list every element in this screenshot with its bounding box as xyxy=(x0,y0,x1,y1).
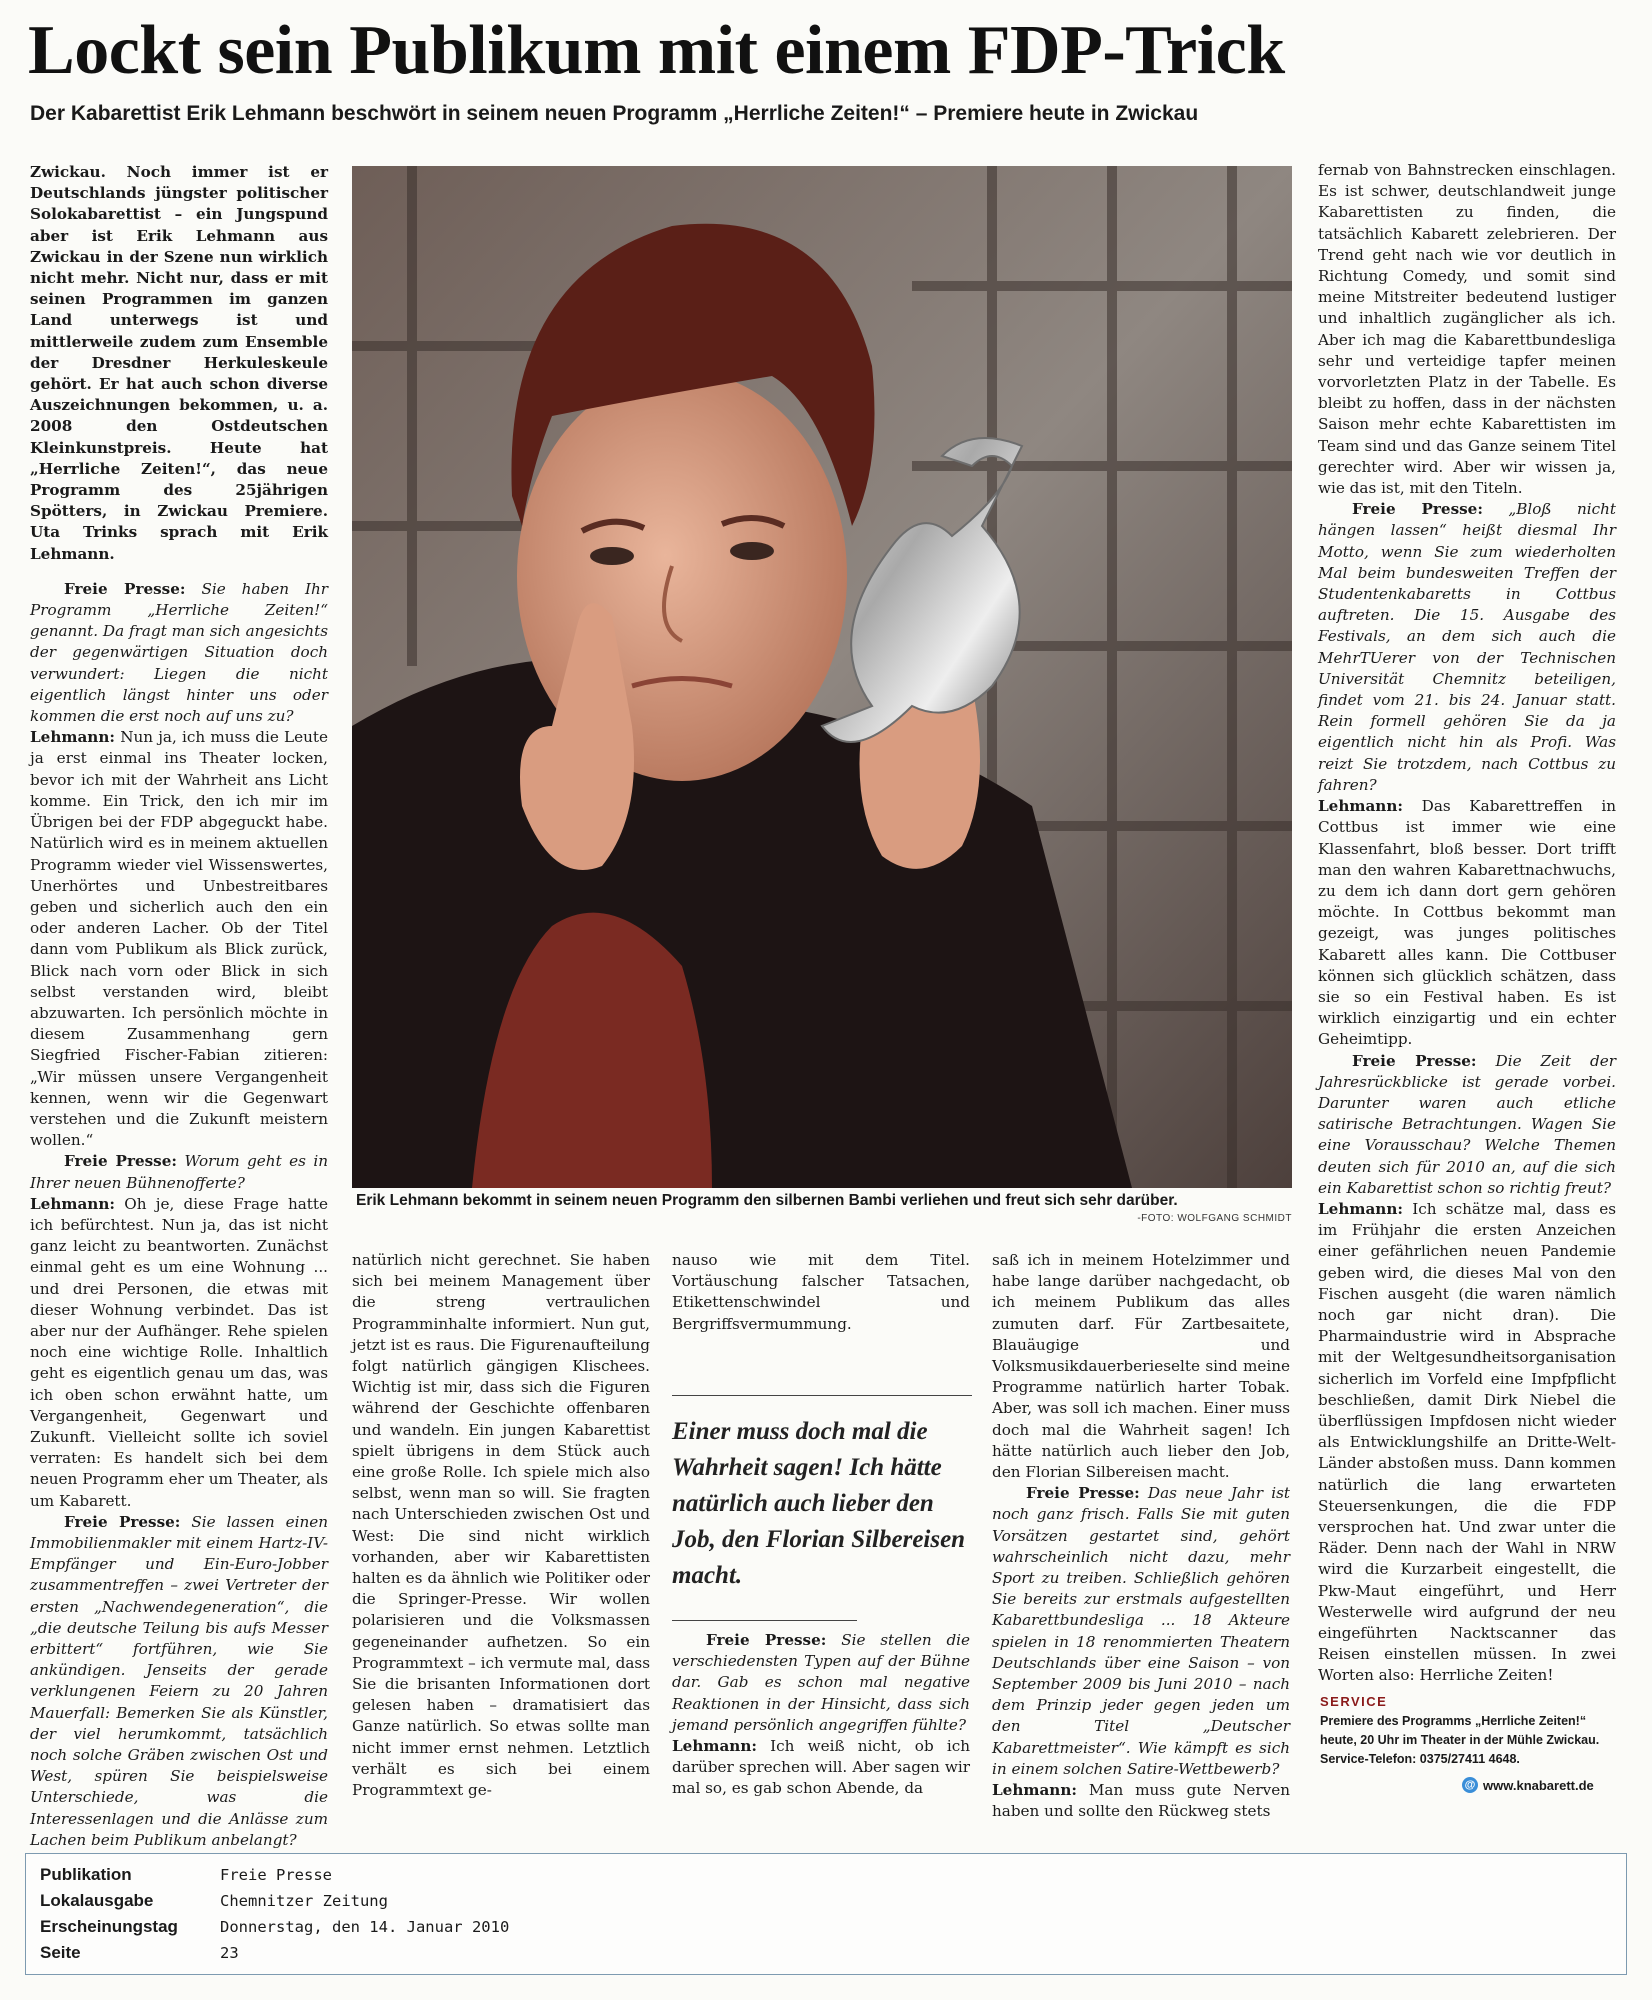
answer-speaker: Lehmann: xyxy=(30,1194,115,1213)
column-5-text: fernab von Bahnstrecken einschlagen. Es ist schwer, deutschlandweit junge Kabarettisten zu finden, die tatsächlich Kabarett zelebrieren. Der Trend geht nach wie vor deutlich in Richtung Comedy, und somit sind meine Mitstreiter bedeutend lustiger und inhaltlich zugänglicher als ich. Aber ich mag die Kabarettbundesliga sehr und verteidige tapfer meinen vorvorletzten Platz in der Tabelle. Es bleibt zu hoffen, dass in der nächsten Saison mehr echte Kabarettisten im Team sind und das Ganze seinem Titel gerechter wird. Aber wir wissen ja, wie das ist, mit den Titeln. xyxy=(1318,161,1616,498)
question-3 xyxy=(30,1512,328,1851)
at-icon: @ xyxy=(1462,1777,1478,1793)
meta-label: Seite xyxy=(40,1943,81,1962)
answer-speaker: Lehmann: xyxy=(1318,1199,1403,1218)
column-5 xyxy=(1318,160,1616,1685)
meta-label: Publikation xyxy=(40,1865,132,1884)
publication-metadata-box xyxy=(25,1853,1627,1975)
answer-text: Das Kabarettreffen in Cottbus ist immer wie eine Klassenfahrt, bloß besser. Dort trifft man den wahren Kabarettnachwuchs, zu dem ich dann dort gern gehören möchte. In Cottbus bekommt man gezeigt, was junges politisches Kabarett alles kann. Die Cottbuser können sich glücklich schätzen, dass sie so ein Festival haben. Es ist wirklich einzigartig und ein echter Geheimtipp. xyxy=(1318,797,1617,1049)
column-3-lower xyxy=(672,1630,970,1802)
photo-credit: -FOTO: WOLFGANG SCHMIDT xyxy=(1137,1213,1292,1224)
answer-7 xyxy=(1318,1199,1616,1687)
question-5 xyxy=(992,1483,1290,1780)
photo-caption: Erik Lehmann bekommt in seinem neuen Programm den silbernen Bambi verliehen und freut sich sehr darüber. xyxy=(356,1192,1178,1209)
column-3-text: nauso wie mit dem Titel. Vortäuschung falscher Tatsachen, Etikettenschwindel und Bergriffsvermummung. xyxy=(672,1251,970,1333)
subhead: Der Kabarettist Erik Lehmann beschwört in seinem neuen Programm „Herrliche Zeiten!“ – Premiere heute in Zwickau xyxy=(30,102,1199,125)
service-title: SERVICE xyxy=(1320,1694,1388,1709)
pull-quote-rule xyxy=(672,1620,857,1621)
question-text: Das neue Jahr ist noch ganz frisch. Falls Sie mit guten Vorsätzen gestartet sind, gehört wahrscheinlich nicht dazu, mehr Sport zu treiben. Schließlich gehören Sie bereits zur erstmals aufgestellten Kabarettbundesliga ... 18 Akteure spielen in 18 renommierten Theatern Deutschlands über eine Saison – von September 2009 bis Juni 2010 – nach dem Prinzip jeder gegen jeden um den Titel „Deutscher Kabarettmeister“. Wie kämpft es sich in einem solchen Satire-Wettbewerb? xyxy=(992,1484,1290,1778)
question-2 xyxy=(30,1151,328,1193)
meta-value: Donnerstag, den 14. Januar 2010 xyxy=(220,1918,510,1936)
answer-text: Nun ja, ich muss die Leute ja erst einmal ins Theater locken, bevor ich mit der Wahrheit ans Licht komme. Ein Trick, den ich mir im Übrigen bei der FDP abgeguckt habe. Natürlich wird es in meinem aktuellen Programm wieder viel Wissenswertes, Unerhörtes und Unbestreitbares geben und sicherlich auch den ein oder anderen Lacher. Ob der Titel dann vom Publikum als Blick zurück, Blick nach vorn oder Blick in sich selbst verstanden wird, bleibt abzuwarten. Ich persönlich möchte in diesem Zusammenhang gern Siegfried Fischer-Fabian zitieren: „Wir müssen unsere Vergangenheit kennen, wenn wir die Gegenwart verstehen und die Zukunft meistern wollen.“ xyxy=(30,728,328,1150)
portrait-illustration xyxy=(352,166,1292,1188)
question-speaker: Freie Presse: xyxy=(64,1512,181,1531)
answer-speaker: Lehmann: xyxy=(1318,797,1403,816)
question-speaker: Freie Presse: xyxy=(64,579,186,598)
column-1 xyxy=(30,162,329,1849)
portrait-photo xyxy=(352,166,1292,1188)
meta-value: Freie Presse xyxy=(220,1866,332,1884)
column-2-text: natürlich nicht gerechnet. Sie haben sich bei meinem Management über die streng vertraulichen Programminhalte informiert. Nun gut, jetzt ist es raus. Die Figurenaufteilung folgt natürlich gängigen Klischees. Wichtig ist mir, dass sich die Figuren während der Geschichte offenbaren und wandeln. Ein jungen Kabarettist spielt übrigens in dem Stück auch eine große Rolle. Ich spiele mich also selbst, wenn man so will. Sie fragten nach Unterschieden zwischen Ost und West: Die sind nicht wirklich vorhanden, aber wir Kabarettisten halten es da ähnlich wie Politiker oder die Springer-Presse. Wir wollen polarisieren und die Volksmassen gegeneinander aufhetzen. So ein Programmtext – ich vermute mal, dass Sie die brisanten Informationen dort gelesen haben – dramatisiert das Ganze natürlich. So etwas sollte man nicht immer ernst nehmen. Letztlich verhält es sich bei einem Programmtext ge- xyxy=(352,1251,650,1800)
meta-row-page xyxy=(40,1940,239,1966)
answer-text: Ich schätze mal, dass es im Frühjahr die ersten Anzeichen einer gefährlichen neuen Pandemie geben wird, die dieses Mal von den Fischen ausgeht (die waren nämlich noch gar nicht dran). Die Pharmaindustrie wird in Absprache mit der Weltgesundheitsorganisation sicherlich im Vorfeld eine Impfpflicht beschließen, damit Dirk Niebel die überflüssigen Impfdosen nicht wieder als Entwicklungshilfe an Dritte-Welt-Länder abstoßen muss. Dann kommen natürlich die lang erwarteten Steuersenkungen, die die FDP versprochen hat. Und zwar unter die Räder. Denn nach der Wahl in NRW wird die Kurzarbeit eingestellt, die Pkw-Maut eingeführt, und Herr Westerwelle wird aufgrund der neu eingeführten Nacktscanner das Reisen einstellen müssen. In zwei Worten also: Herrliche Zeiten! xyxy=(1318,1199,1617,1685)
answer-text: Ich weiß nicht, ob ich darüber sprechen will. Aber sagen wir mal so, es gab schon Abende, da xyxy=(672,1737,970,1798)
question-7 xyxy=(1318,1051,1616,1199)
answer-speaker: Lehmann: xyxy=(672,1737,757,1756)
answer-speaker: Lehmann: xyxy=(992,1781,1077,1800)
meta-label: Lokalausgabe xyxy=(40,1891,154,1910)
pull-quote: Einer muss doch mal die Wahrheit sagen! Ich hätte natürlich auch lieber den Job, den Florian Silbereisen macht. xyxy=(672,1395,972,1594)
question-text: Worum geht es in Ihrer neuen Bühnenofferte? xyxy=(30,1152,329,1192)
meta-row-date xyxy=(40,1914,509,1940)
meta-value: Chemnitzer Zeitung xyxy=(220,1892,388,1910)
column-2 xyxy=(352,1250,650,1802)
column-4-text: saß ich in meinem Hotelzimmer und habe lange darüber nachgedacht, ob ich meinem Publikum das alles zumuten darf. Für Zartbesaitete, Blauäugige und Volksmusikdauerberieselte sind meine Programme natürlich harter Tobak. Aber, was soll ich machen. Einer muss doch mal die Wahrheit sagen! Ich hätte natürlich auch lieber den Job, den Florian Silbereisen macht. xyxy=(992,1251,1290,1482)
answer-5 xyxy=(992,1780,1290,1822)
service-web[interactable] xyxy=(1462,1777,1594,1793)
answer-text: Oh je, diese Frage hatte ich befürchtest. Nun ja, das ist nicht ganz leicht zu beantworten. Zunächst einmal geht es um eine Wohnung ... und drei Personen, die etwas mit dieser Wohnung verbindet. Das ist aber nur der Aufhänger. Rehe spielen noch eine wichtige Rolle. Inhaltlich geht es eigentlich genau um das, was ich oben schon erwähnt hatte, um Vergangenheit, Gegenwart und Zukunft. Vielleicht sollte ich soviel verraten: Es handelt sich bei dem neuen Programm eher um Theater, als um Kabarett. xyxy=(30,1194,329,1510)
headline: Lockt sein Publikum mit einem FDP-Trick xyxy=(28,12,1285,89)
question-speaker: Freie Presse: xyxy=(1352,500,1483,519)
question-1 xyxy=(30,579,328,727)
answer-4 xyxy=(672,1736,970,1800)
question-text: Sie lassen einen Immobilienmakler mit einem Hartz-IV-Empfänger und Ein-Euro-Jobber zusammentreffen – zwei Vertreter der ersten „Nachwendegeneration“, die „die deutsche Teilung bis aufs Messer erbittert“ fortführen, wie Sie ankündigen. Jenseits der gerade verklungenen Feiern zu 20 Jahren Mauerfall: Bemerken Sie als Künstler, der viel herumkommt, tatsächlich noch solche Gräben zwischen Ost und West, spüren Sie beispielsweise Unterschiede, was die Interessenlagen und die Anlässe zum Lachen beim Publikum anbelangt? xyxy=(30,1512,328,1849)
answer-speaker: Lehmann: xyxy=(30,728,115,747)
service-text: Premiere des Programms „Herrliche Zeiten!“ heute, 20 Uhr im Theater in der Mühle Zwickau. Service-Telefon: 0375/27411 4648. xyxy=(1320,1714,1600,1766)
service-web-link[interactable]: www.knabarett.de xyxy=(1483,1777,1594,1793)
question-text: Sie haben Ihr Programm „Herrliche Zeiten!“ genannt. Da fragt man sich angesichts der gegenwärtigen Situation doch verwundert: Liegen die nicht eigentlich längst hinter uns oder kommen die erst noch auf uns zu? xyxy=(30,579,329,726)
question-speaker: Freie Presse: xyxy=(1026,1484,1140,1503)
meta-label: Erscheinungstag xyxy=(40,1917,178,1936)
meta-row-publication xyxy=(40,1862,332,1888)
column-4 xyxy=(992,1250,1291,1821)
question-text: Die Zeit der Jahresrückblicke ist gerade vorbei. Darunter waren auch etliche satirische Betrachtungen. Wagen Sie eine Vorausschau? Welche Themen deuten sich für 2010 an, auf die sich ein Kabarettist schon so richtig freut? xyxy=(1318,1051,1617,1197)
answer-2 xyxy=(30,1194,328,1512)
question-speaker: Freie Presse: xyxy=(1352,1051,1477,1070)
question-text: Sie stellen die verschiedensten Typen auf der Bühne dar. Gab es schon mal negative Reaktionen in der Hinsicht, dass sich jemand persönlich angegriffen fühlte? xyxy=(672,1631,971,1734)
answer-1 xyxy=(30,727,328,1151)
question-4 xyxy=(672,1630,970,1736)
question-text: „Bloß nicht hängen lassen“ heißt diesmal Ihr Motto, wenn Sie zum wiederholten Mal beim bundesweiten Treffen der Studentenkabaretts in Cottbus auftreten. Die 15. Ausgabe des Festivals, an dem sich auch die MehrTUerer von der Technischen Universität Chemnitz beteiligen, findet vom 21. bis 24. Januar statt. Rein formell gehören Sie da ja eigentlich nicht hin als Profi. Was reizt Sie trotzdem, nach Cottbus zu fahren? xyxy=(1318,500,1616,794)
answer-text: Man muss gute Nerven haben und sollte den Rückweg stets xyxy=(992,1781,1291,1821)
meta-value: 23 xyxy=(220,1944,239,1962)
question-speaker: Freie Presse: xyxy=(64,1152,177,1171)
article-lead: Zwickau. Noch immer ist er Deutschlands jüngster politischer Solokabarettist – ein Jungspund aber ist Erik Lehmann aus Zwickau in der Szene nun wirklich nicht mehr. Nicht nur, dass er mit seinen Programmen im ganzen Land unterwegs ist und mittlerweile zudem zum Ensemble der Dresdner Herkuleskeule gehört. Er hat auch schon diverse Auszeichnungen bekommen, u. a. 2008 den Ostdeutschen Kleinkunstpreis. Heute hat „Herrliche Zeiten!“, das neue Programm des 25jährigen Spötters, in Zwickau Premiere. Uta Trinks sprach mit Erik Lehmann. xyxy=(30,163,328,563)
column-3 xyxy=(672,1250,970,1378)
question-speaker: Freie Presse: xyxy=(706,1631,827,1649)
answer-6 xyxy=(1318,796,1616,1050)
meta-row-edition xyxy=(40,1888,388,1914)
question-6 xyxy=(1318,499,1616,796)
